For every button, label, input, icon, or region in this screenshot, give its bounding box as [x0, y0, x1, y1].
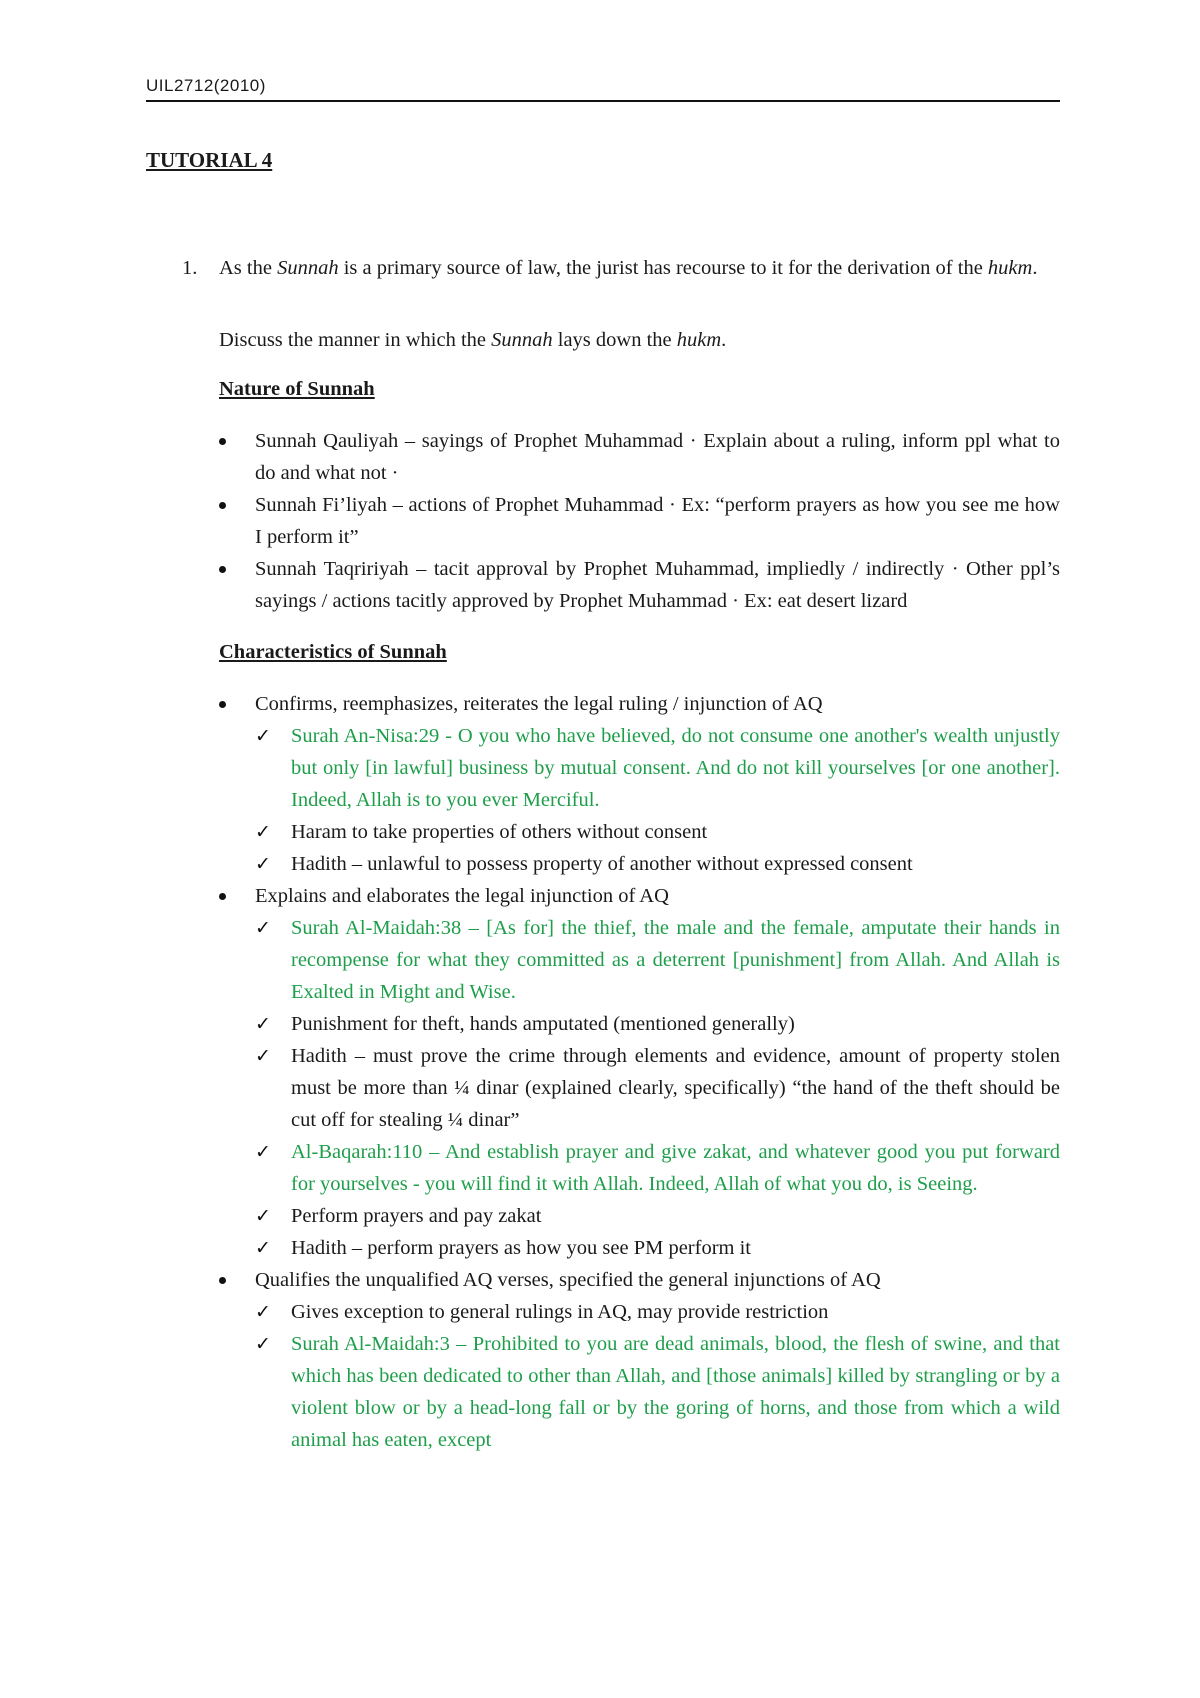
list-item-text: Sunnah Qauliyah – sayings of Prophet Muhammad · Explain about a ruling, inform ppl what to do and what not · [255, 430, 1060, 484]
discuss-term-sunnah: Sunnah [491, 329, 553, 351]
checkmark-icon: ✓ [255, 725, 271, 747]
sub-item-text: Perform prayers and pay zakat [291, 1205, 542, 1227]
sub-item-quran-verse [255, 720, 1060, 816]
header-divider [146, 100, 1060, 102]
discuss-text-part: Discuss the manner in which the [219, 329, 492, 351]
checkmark-icon: ✓ [255, 1237, 271, 1259]
sub-item-text: Haram to take properties of others without consent [291, 821, 708, 843]
question-text-part: . [1032, 257, 1038, 279]
list-item [219, 1264, 1060, 1296]
document-body [146, 252, 1060, 1456]
checkmark-icon: ✓ [255, 821, 271, 843]
checkmark-icon: ✓ [255, 1301, 271, 1323]
sub-item [255, 848, 1060, 880]
sub-item-text: Gives exception to general rulings in AQ, may provide restriction [291, 1301, 829, 1323]
bullet-dot-icon [219, 502, 226, 509]
sub-item [255, 1200, 1060, 1232]
bullet-dot-icon [219, 438, 226, 445]
sub-item-quran-verse [255, 1328, 1060, 1456]
question-text-part: is a primary source of law, the jurist has recourse to it for the derivation of the [338, 257, 988, 279]
sub-item [255, 1008, 1060, 1040]
sub-item-text: Hadith – unlawful to possess property of another without expressed consent [291, 853, 913, 875]
question-number: 1. [182, 257, 198, 279]
sub-item-text: Surah Al-Maidah:38 – [As for] the thief, the male and the female, amputate their hands in recompense for what they committed as a deterrent [punishment] from Allah. And Allah is Exalted in Might and Wise. [291, 917, 1060, 1003]
checkmark-icon: ✓ [255, 1013, 271, 1035]
list-item-text: Qualifies the unqualified AQ verses, specified the general injunctions of AQ [255, 1269, 881, 1291]
list-item [219, 425, 1060, 489]
sub-item-text: Hadith – must prove the crime through elements and evidence, amount of property stolen must be more than ¼ dinar (explained clearly, specifically) “the hand of the theft should be cut off for stealing ¼ dinar” [291, 1045, 1060, 1131]
list-item-text: Confirms, reemphasizes, reiterates the legal ruling / injunction of AQ [255, 693, 823, 715]
list-item [219, 553, 1060, 617]
checkmark-icon: ✓ [255, 1045, 271, 1067]
discuss-text-part: lays down the [552, 329, 677, 351]
sub-item-text: Punishment for theft, hands amputated (mentioned generally) [291, 1013, 795, 1035]
sub-item-text: Al-Baqarah:110 – And establish prayer and give zakat, and whatever good you put forward for yourselves - you will find it with Allah. Indeed, Allah of what you do, is Seeing. [291, 1141, 1060, 1195]
checkmark-icon: ✓ [255, 917, 271, 939]
sub-item-text: Surah An-Nisa:29 - O you who have believed, do not consume one another's wealth unjustly but only [in lawful] business by mutual consent. And do not kill yourselves [or one another]. Indeed, Allah is to you ever Merciful. [291, 725, 1060, 811]
list-item [219, 688, 1060, 720]
sub-item [255, 1232, 1060, 1264]
sub-item-quran-verse [255, 912, 1060, 1008]
sub-item [255, 1296, 1060, 1328]
sub-item [255, 816, 1060, 848]
section-heading-characteristics: Characteristics of Sunnah [219, 641, 447, 663]
question-term-hukm: hukm [987, 257, 1033, 279]
checkmark-icon: ✓ [255, 1141, 271, 1163]
list-item-text: Explains and elaborates the legal injunction of AQ [255, 885, 669, 907]
document-header-code: UIL2712(2010) [146, 76, 266, 95]
discuss-term-hukm: hukm [676, 329, 722, 351]
checkmark-icon: ✓ [255, 1333, 271, 1355]
sub-item-quran-verse [255, 1136, 1060, 1200]
sub-item-text: Surah Al-Maidah:3 – Prohibited to you are dead animals, blood, the flesh of swine, and that which has been dedicated to other than Allah, and [those animals] killed by strangling or by a violent blow or by a head-long fall or by the goring of horns, and those from which a wild animal has eaten, except [291, 1333, 1060, 1451]
bullet-dot-icon [219, 893, 226, 900]
question-block [146, 252, 1060, 284]
page-title: TUTORIAL 4 [146, 148, 273, 172]
list-item [219, 489, 1060, 553]
question-text [219, 252, 1060, 284]
characteristics-list [146, 688, 1060, 1456]
bullet-dot-icon [219, 1277, 226, 1284]
checkmark-icon: ✓ [255, 853, 271, 875]
question-text-part: As the [219, 257, 278, 279]
checkmark-icon: ✓ [255, 1205, 271, 1227]
list-item [219, 880, 1060, 912]
bullet-dot-icon [219, 701, 226, 708]
discuss-instruction [219, 324, 1060, 356]
sub-item-text: Hadith – perform prayers as how you see PM perform it [291, 1237, 751, 1259]
list-item-text: Sunnah Fi’liyah – actions of Prophet Muhammad · Ex: “perform prayers as how you see me how I perform it” [255, 494, 1060, 548]
list-item-text: Sunnah Taqririyah – tacit approval by Prophet Muhammad, impliedly / indirectly · Other ppl’s sayings / actions tacitly approved by Prophet Muhammad · Ex: eat desert lizard [255, 558, 1060, 612]
bullet-dot-icon [219, 566, 226, 573]
question-term-sunnah: Sunnah [277, 257, 339, 279]
section-heading-nature: Nature of Sunnah [219, 378, 375, 400]
discuss-text-part: . [721, 329, 727, 351]
nature-list [146, 425, 1060, 617]
sub-item [255, 1040, 1060, 1136]
